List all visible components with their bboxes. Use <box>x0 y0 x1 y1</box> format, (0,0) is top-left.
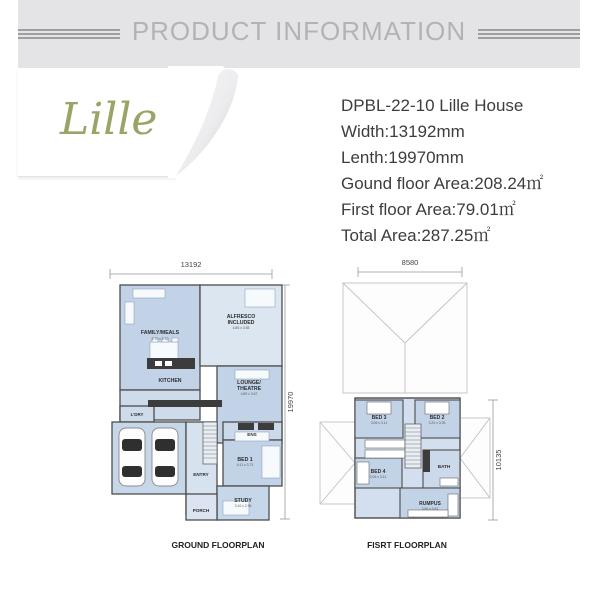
bath-vanity <box>423 450 430 472</box>
page-title: PRODUCT INFORMATION <box>131 15 467 46</box>
first-dim-width-line <box>358 267 462 277</box>
size-rumpus: 3.96 x 3.61 <box>421 507 439 511</box>
product-first-area: First floor Area:79.01㎡ <box>341 200 516 219</box>
size-bed3: 3.06 x 3.11 <box>370 421 388 425</box>
first-plan-caption: FISRT FLOORPLAN <box>367 540 447 550</box>
car-icon <box>119 428 145 486</box>
label-lounge-1: LOUNGE/ <box>237 380 261 386</box>
product-code: DPBL-22-10 Lille House <box>341 96 524 115</box>
page-curl-icon <box>168 66 248 180</box>
label-bed1: BED 1 <box>237 457 253 463</box>
brand-logo: Lille <box>60 94 158 145</box>
label-study: STUDY <box>234 498 252 504</box>
first-floorplan <box>310 254 525 554</box>
label-bed2: BED 2 <box>429 415 445 421</box>
header-band <box>18 0 580 68</box>
ground-stairs <box>203 422 217 464</box>
size-family: 4.70 x 5.10 <box>151 337 169 341</box>
label-ens: ENS <box>247 432 257 437</box>
first-stairs <box>405 424 421 468</box>
label-bath: BATH <box>437 464 451 469</box>
room-porch <box>186 494 217 520</box>
label-family-meals: FAMILY/MEALS <box>140 330 180 336</box>
first-dim-width-label: 8580 <box>401 258 419 267</box>
size-bed1: 4.11 x 3.73 <box>236 463 254 467</box>
first-dim-height-label: 10135 <box>494 449 503 471</box>
size-bed2: 3.29 x 3.05 <box>428 421 446 425</box>
product-info <box>341 93 586 249</box>
label-alfresco-2: INCLUDED <box>227 320 255 326</box>
ground-dim-width-label: 13192 <box>180 260 202 269</box>
size-alfresco: 4.85 x 3.55 <box>232 326 250 330</box>
ground-dim-height-label: 19970 <box>286 391 295 413</box>
product-width: Width:13192mm <box>341 122 465 141</box>
header-rule-left <box>18 29 120 39</box>
product-length: Lenth:19970mm <box>341 148 464 167</box>
ground-plan-caption: GROUND FLOORPLAN <box>171 540 265 550</box>
label-kitchen: KITCHEN <box>158 378 182 384</box>
product-ground-area: Gound floor Area:208.24㎡ <box>341 174 544 193</box>
ground-floorplan <box>95 254 310 554</box>
size-bed4: 3.06 x 3.11 <box>369 475 387 479</box>
label-lounge-2: THEATRE <box>236 386 262 392</box>
label-bed3: BED 3 <box>371 415 387 421</box>
product-total-area: Total Area:287.25㎡ <box>341 226 491 245</box>
size-lounge: 4.89 x 3.67 <box>240 392 258 396</box>
ground-dim-width-line <box>110 269 272 279</box>
label-porch: PORCH <box>192 508 210 513</box>
label-bed4: BED 4 <box>370 469 386 475</box>
header-rule-right <box>478 29 580 39</box>
car-icon <box>152 428 178 486</box>
size-study: 3.10 x 2.96 <box>234 504 252 508</box>
logo-card <box>18 68 176 177</box>
label-ldry: L'DRY <box>130 412 144 417</box>
label-alfresco-1: ALFRESCO <box>226 314 256 320</box>
label-entry: ENTRY <box>193 472 209 477</box>
label-rumpus: RUMPUS <box>419 501 441 507</box>
